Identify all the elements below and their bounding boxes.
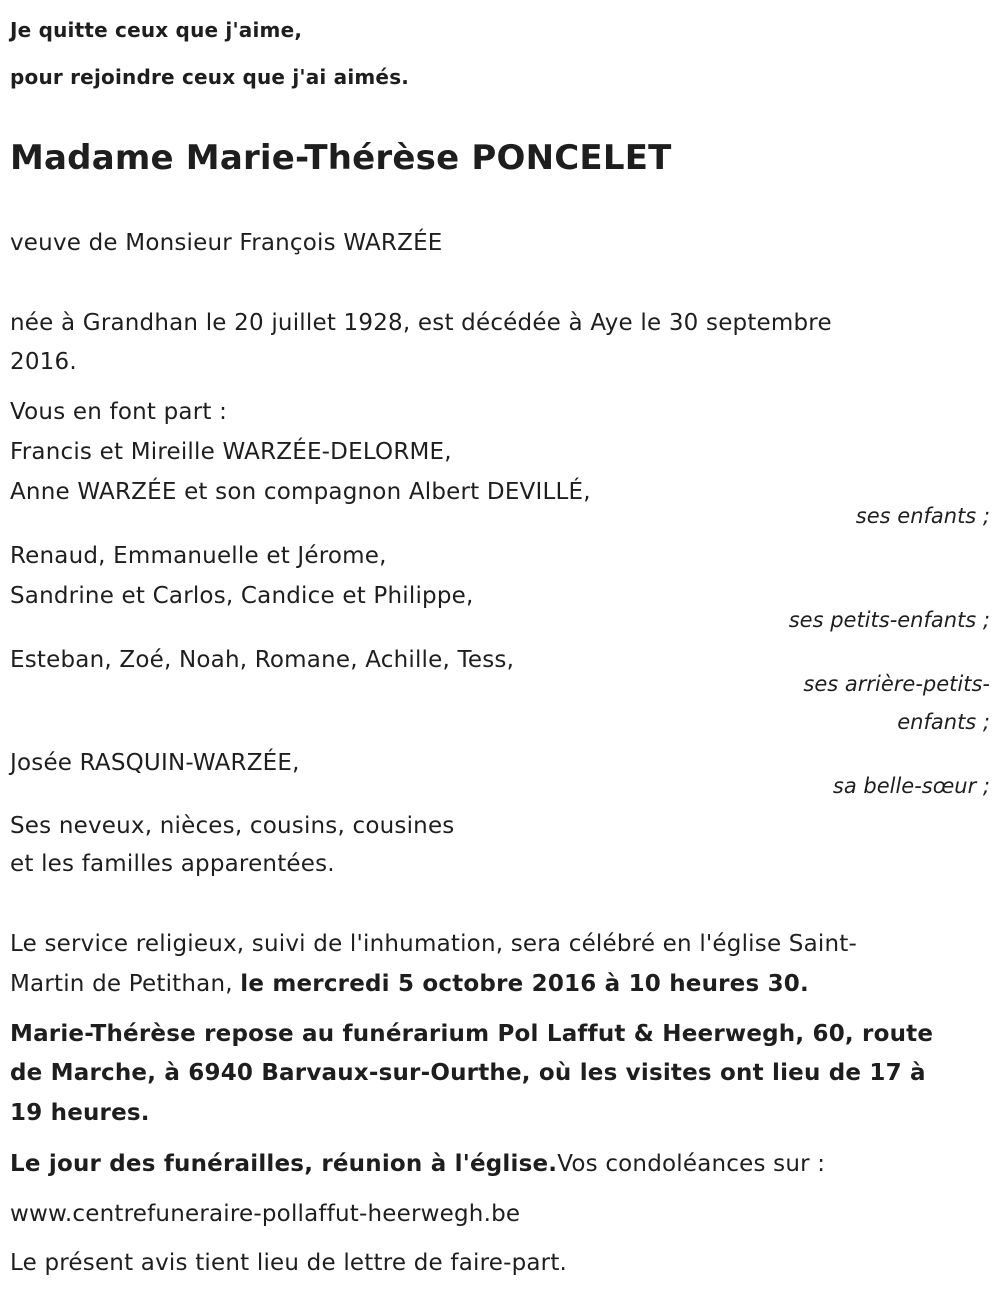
great-grandchildren-label: enfants ; — [897, 710, 990, 734]
repose-line: Marie-Thérèse repose au funérarium Pol Laffut & Heerwegh, 60, route — [10, 1021, 934, 1047]
repose-line: 19 heures. — [10, 1100, 150, 1126]
meeting-line — [10, 1149, 825, 1179]
grandchildren-label: ses petits-enfants ; — [788, 608, 990, 632]
children-line: Anne WARZÉE et son compagnon Albert DEVILLÉ, — [10, 479, 591, 505]
quote-line: pour rejoindre ceux que j'ai aimés. — [10, 65, 410, 89]
service-date: le mercredi 5 octobre 2016 à 10 heures 30. — [240, 971, 809, 997]
sister-in-law: Josée RASQUIN-WARZÉE, — [10, 750, 300, 776]
announce: Vous en font part : — [10, 399, 228, 425]
sister-in-law-label: sa belle-sœur ; — [832, 774, 990, 798]
birth-death: née à Grandhan le 20 juillet 1928, est décédée à Aye le 30 septembre — [10, 310, 832, 336]
service-line — [10, 969, 809, 999]
others-line: et les familles apparentées. — [10, 851, 335, 877]
deceased-name: Madame Marie-Thérèse PONCELET — [10, 138, 672, 178]
repose-line: de Marche, à 6940 Barvaux-sur-Ourthe, où les visites ont lieu de 17 à — [10, 1060, 926, 1086]
birth-death: 2016. — [10, 349, 77, 375]
great-grandchildren-line: Esteban, Zoé, Noah, Romane, Achille, Tess, — [10, 647, 515, 673]
grandchildren-line: Renaud, Emmanuelle et Jérome, — [10, 543, 387, 569]
great-grandchildren-label: ses arrière-petits- — [803, 672, 990, 696]
quote-line: Je quitte ceux que j'aime, — [10, 18, 303, 42]
condolences: Vos condoléances sur : — [557, 1151, 826, 1177]
children-label: ses enfants ; — [855, 504, 990, 528]
service-place: Martin de Petithan, — [10, 971, 241, 997]
website-link[interactable]: www.centrefuneraire-pollaffut-heerwegh.be — [10, 1201, 521, 1227]
grandchildren-line: Sandrine et Carlos, Candice et Philippe, — [10, 583, 474, 609]
others-line: Ses neveux, nièces, cousins, cousines — [10, 813, 455, 839]
meeting: Le jour des funérailles, réunion à l'église. — [10, 1151, 558, 1177]
service-line: Le service religieux, suivi de l'inhumation, sera célébré en l'église Saint- — [10, 931, 857, 957]
closing: Le présent avis tient lieu de lettre de faire-part. — [10, 1250, 568, 1276]
widow-of: veuve de Monsieur François WARZÉE — [10, 230, 443, 256]
children-line: Francis et Mireille WARZÉE-DELORME, — [10, 439, 452, 465]
